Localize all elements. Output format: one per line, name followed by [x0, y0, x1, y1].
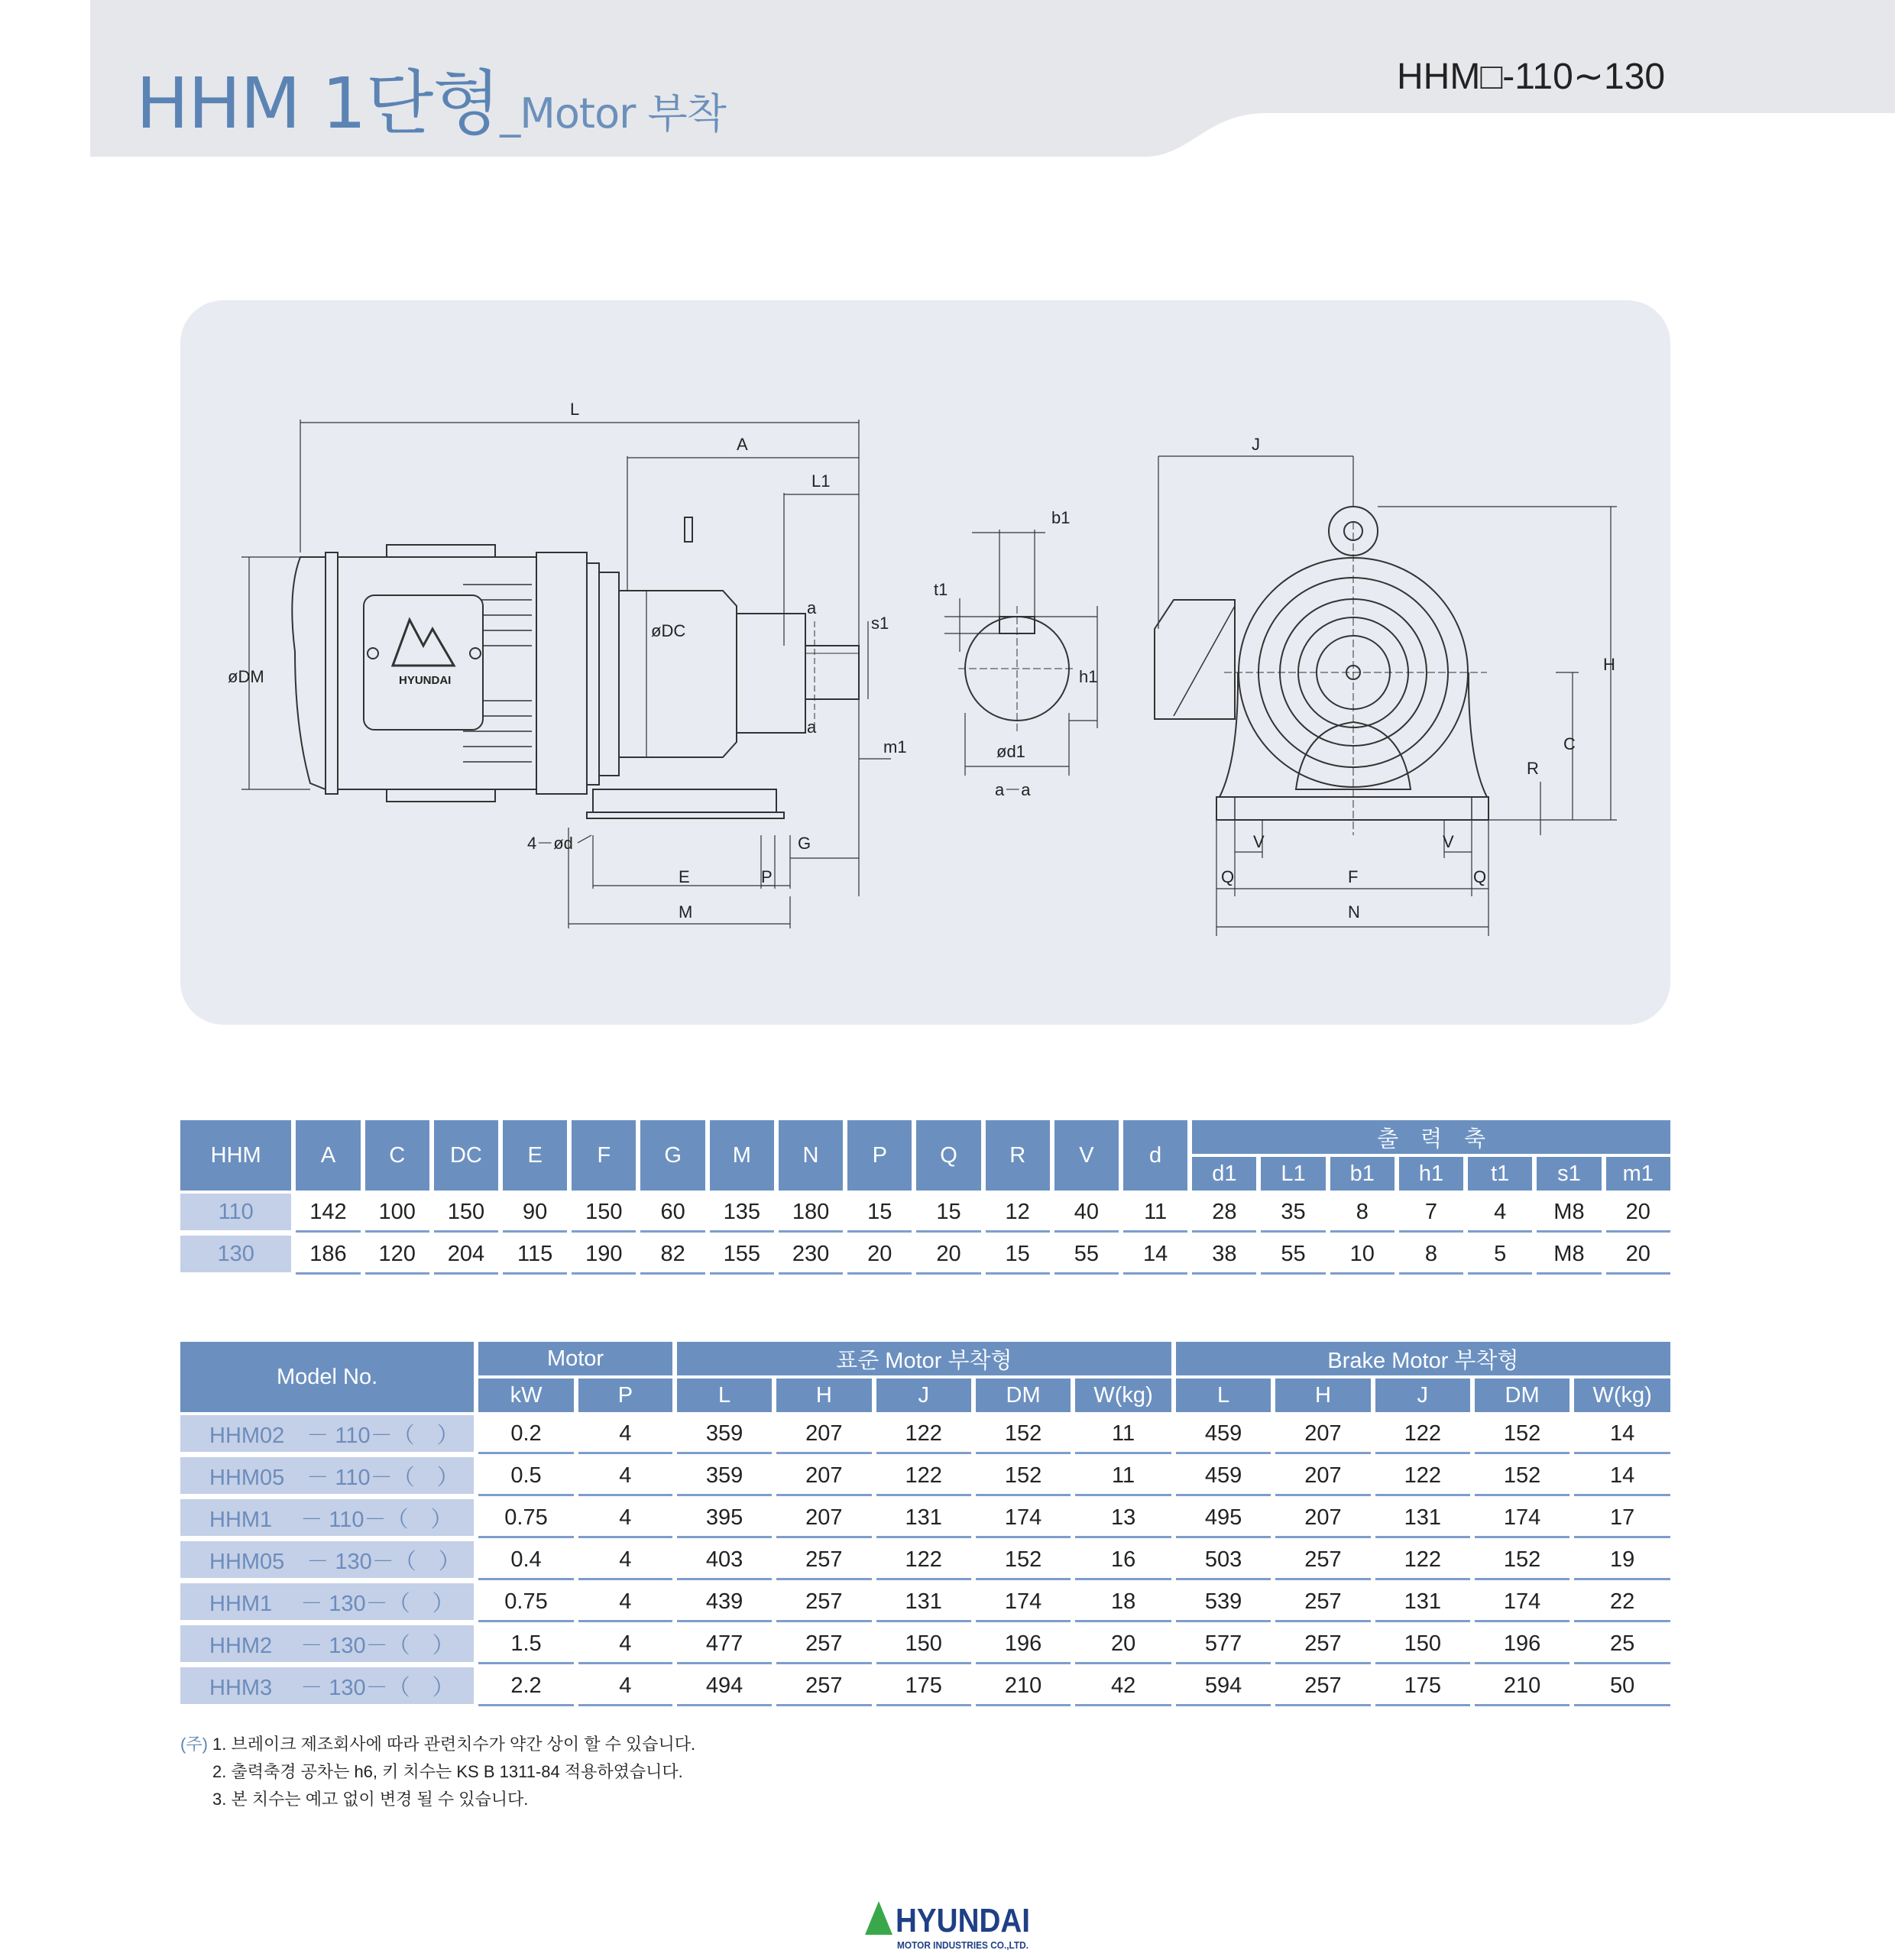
motor-spec-cell: 150 — [876, 1625, 971, 1664]
dimension-cell: 135 — [710, 1194, 774, 1233]
dim-label-F: F — [1348, 867, 1359, 886]
col-header: DM — [1475, 1378, 1569, 1412]
motor-spec-cell: 207 — [776, 1457, 871, 1496]
motor-spec-cell: 210 — [1475, 1667, 1569, 1706]
motor-spec-cell: 174 — [976, 1499, 1071, 1538]
motor-spec-cell: 152 — [976, 1457, 1071, 1496]
motor-spec-cell: 122 — [876, 1541, 971, 1580]
motor-spec-cell: 122 — [1375, 1541, 1470, 1580]
motor-spec-cell: 11 — [1075, 1457, 1171, 1496]
dimension-cell: 15 — [916, 1194, 980, 1233]
motor-spec-cell: 174 — [976, 1583, 1071, 1622]
motor-spec-cell: 122 — [1375, 1457, 1470, 1496]
dimension-row-key: 110 — [180, 1194, 291, 1233]
motor-spec-cell: 174 — [1475, 1583, 1569, 1622]
dimension-cell: 120 — [365, 1236, 429, 1275]
motor-spec-cell: 122 — [876, 1457, 971, 1496]
motor-spec-cell: 17 — [1574, 1499, 1670, 1538]
dimension-cell: 11 — [1123, 1194, 1187, 1233]
dimension-cell: 60 — [640, 1194, 705, 1233]
dimension-cell: 82 — [640, 1236, 705, 1275]
motor-spec-cell: 22 — [1574, 1583, 1670, 1622]
dimension-cell: 204 — [434, 1236, 498, 1275]
dimension-cell: 90 — [503, 1194, 567, 1233]
motor-spec-cell: 122 — [876, 1415, 971, 1454]
motor-spec-cell: 42 — [1075, 1667, 1171, 1706]
motor-spec-cell: 25 — [1574, 1625, 1670, 1664]
dimension-cell: M8 — [1537, 1236, 1601, 1275]
motor-spec-cell: 152 — [976, 1415, 1071, 1454]
dimension-cell: 40 — [1054, 1194, 1119, 1233]
dim-label-a-bottom: a — [807, 718, 817, 737]
dimension-cell: 35 — [1261, 1194, 1325, 1233]
motor-spec-cell: 257 — [776, 1667, 871, 1706]
motor-spec-cell: 131 — [876, 1499, 971, 1538]
dimension-cell: 8 — [1399, 1236, 1463, 1275]
col-header: J — [876, 1378, 971, 1412]
dimension-cell: 12 — [986, 1194, 1050, 1233]
model-number-cell: HHM05 － 110－（ ） — [180, 1457, 474, 1496]
dimension-cell: 8 — [1330, 1194, 1395, 1233]
dimension-cell: 5 — [1468, 1236, 1532, 1275]
motor-spec-cell: 4 — [578, 1541, 672, 1580]
model-number-cell: HHM1 － 110－（ ） — [180, 1499, 474, 1538]
col-header: d — [1123, 1120, 1187, 1191]
motor-spec-cell: 131 — [876, 1583, 971, 1622]
col-header: V — [1054, 1120, 1119, 1191]
motor-spec-cell: 207 — [776, 1499, 871, 1538]
dim-label-R: R — [1527, 759, 1539, 778]
dimension-cell: 100 — [365, 1194, 429, 1233]
motor-spec-cell: 257 — [776, 1625, 871, 1664]
dim-label-V-left: V — [1253, 832, 1265, 851]
dimension-cell: 4 — [1468, 1194, 1532, 1233]
motor-spec-cell: 4 — [578, 1457, 672, 1496]
col-header: DC — [434, 1120, 498, 1191]
dimension-row — [180, 1194, 1670, 1233]
dim-label-d1: ød1 — [996, 742, 1025, 761]
col-header: W(kg) — [1075, 1378, 1171, 1412]
dim-label-section-aa: a－a — [995, 780, 1031, 799]
note-line — [180, 1731, 695, 1758]
col-header: s1 — [1537, 1157, 1601, 1191]
motor-spec-cell: 196 — [976, 1625, 1071, 1664]
motor-spec-cell: 14 — [1574, 1457, 1670, 1496]
dimension-cell: 186 — [296, 1236, 360, 1275]
motor-group-header-row — [180, 1342, 1670, 1375]
dim-label-dc: øDC — [651, 621, 686, 640]
motor-spec-cell: 359 — [677, 1415, 772, 1454]
motor-spec-cell: 0.5 — [478, 1457, 574, 1496]
motor-spec-cell: 439 — [677, 1583, 772, 1622]
col-header: M — [710, 1120, 774, 1191]
dim-label-s1: s1 — [871, 614, 889, 633]
motor-spec-cell: 4 — [578, 1625, 672, 1664]
dim-label-t1: t1 — [934, 580, 948, 599]
model-number-cell: HHM1 － 130－（ ） — [180, 1583, 474, 1622]
dimension-cell: 38 — [1192, 1236, 1256, 1275]
col-header: P — [578, 1378, 672, 1412]
motor-model-row — [180, 1457, 1670, 1496]
motor-spec-cell: 495 — [1176, 1499, 1271, 1538]
motor-spec-cell: 11 — [1075, 1415, 1171, 1454]
motor-model-row — [180, 1667, 1670, 1706]
motor-spec-cell: 175 — [876, 1667, 971, 1706]
motor-spec-cell: 207 — [1275, 1499, 1370, 1538]
motor-spec-cell: 2.2 — [478, 1667, 574, 1706]
model-code: HHM□-110∼130 — [1397, 57, 1666, 97]
col-header: A — [296, 1120, 360, 1191]
page-title — [136, 47, 726, 148]
motor-spec-cell: 459 — [1176, 1457, 1271, 1496]
dimension-cell: 20 — [1606, 1236, 1670, 1275]
dimension-table — [176, 1117, 1675, 1278]
motor-spec-cell: 459 — [1176, 1415, 1271, 1454]
col-header: b1 — [1330, 1157, 1395, 1191]
dim-label-a-top: a — [807, 598, 817, 617]
motor-spec-cell: 174 — [1475, 1499, 1569, 1538]
motor-model-row — [180, 1583, 1670, 1622]
dimension-cell: 155 — [710, 1236, 774, 1275]
motor-model-row — [180, 1541, 1670, 1580]
note-line — [180, 1786, 695, 1813]
dimension-row-key: 130 — [180, 1236, 291, 1275]
dimension-cell: 115 — [503, 1236, 567, 1275]
col-header: L — [1176, 1378, 1271, 1412]
dimension-cell: 150 — [434, 1194, 498, 1233]
dimension-cell: 14 — [1123, 1236, 1187, 1275]
motor-spec-cell: 477 — [677, 1625, 772, 1664]
output-shaft-group-header: 출 력 축 — [1192, 1120, 1670, 1154]
dim-label-Q-right: Q — [1473, 867, 1487, 886]
motor-brand-plate: HYUNDAI — [399, 674, 452, 687]
model-number-cell: HHM05 － 130－（ ） — [180, 1541, 474, 1580]
dimension-cell: 20 — [916, 1236, 980, 1275]
col-header: H — [776, 1378, 871, 1412]
note-text: 1. 브레이크 제조회사에 따라 관련치수가 약간 상이 할 수 있습니다. — [212, 1735, 696, 1754]
col-header: m1 — [1606, 1157, 1670, 1191]
dimension-cell: 142 — [296, 1194, 360, 1233]
motor-model-table — [176, 1339, 1675, 1709]
page-title-sub: _Motor 부착 — [500, 89, 726, 138]
dimension-cell: 190 — [572, 1236, 636, 1275]
motor-spec-cell: 0.75 — [478, 1583, 574, 1622]
model-number-cell: HHM02 － 110－（ ） — [180, 1415, 474, 1454]
motor-spec-cell: 152 — [1475, 1415, 1569, 1454]
motor-spec-cell: 150 — [1375, 1625, 1470, 1664]
motor-spec-cell: 403 — [677, 1541, 772, 1580]
col-header: HHM — [180, 1120, 291, 1191]
motor-model-row — [180, 1625, 1670, 1664]
dimension-cell: 230 — [779, 1236, 843, 1275]
motor-spec-cell: 210 — [976, 1667, 1071, 1706]
motor-spec-cell: 131 — [1375, 1583, 1470, 1622]
dim-label-G: G — [798, 834, 811, 853]
dim-label-L1: L1 — [811, 471, 831, 491]
note-mark: (주) — [180, 1735, 208, 1754]
col-header: d1 — [1192, 1157, 1256, 1191]
motor-spec-cell: 539 — [1176, 1583, 1271, 1622]
dim-label-P: P — [761, 867, 773, 886]
dim-label-h1: h1 — [1079, 667, 1098, 686]
motor-spec-cell: 152 — [1475, 1541, 1569, 1580]
dimension-cell: 55 — [1054, 1236, 1119, 1275]
dimension-cell: 20 — [847, 1236, 912, 1275]
motor-spec-cell: 4 — [578, 1667, 672, 1706]
col-header: F — [572, 1120, 636, 1191]
dimension-cell: M8 — [1537, 1194, 1601, 1233]
dim-label-H: H — [1603, 655, 1615, 674]
dim-label-dm: øDM — [228, 667, 264, 686]
dim-label-M: M — [679, 902, 693, 922]
brake-motor-group-header: Brake Motor 부착형 — [1176, 1342, 1670, 1375]
note-text: 2. 출력축경 공차는 h6, 키 치수는 KS B 1311-84 적용하였습니다. — [212, 1762, 683, 1781]
col-header: H — [1275, 1378, 1370, 1412]
dimension-header-row — [180, 1120, 1670, 1154]
col-header: R — [986, 1120, 1050, 1191]
model-number-cell: HHM2 － 130－（ ） — [180, 1625, 474, 1664]
motor-spec-cell: 4 — [578, 1415, 672, 1454]
motor-spec-cell: 175 — [1375, 1667, 1470, 1706]
motor-spec-cell: 0.4 — [478, 1541, 574, 1580]
dim-label-b1: b1 — [1051, 508, 1071, 527]
motor-model-row — [180, 1415, 1670, 1454]
dim-label-N: N — [1348, 902, 1360, 922]
motor-spec-cell: 577 — [1176, 1625, 1271, 1664]
dimension-cell: 55 — [1261, 1236, 1325, 1275]
dimension-cell: 28 — [1192, 1194, 1256, 1233]
dim-label-foot-hole: 4－ød — [527, 834, 573, 853]
dim-label-A: A — [737, 435, 748, 454]
dim-label-L: L — [570, 400, 580, 419]
dim-label-E: E — [679, 867, 690, 886]
motor-spec-cell: 152 — [1475, 1457, 1569, 1496]
motor-spec-cell: 503 — [1176, 1541, 1271, 1580]
motor-spec-cell: 395 — [677, 1499, 772, 1538]
col-header: Q — [916, 1120, 980, 1191]
model-number-cell: HHM3 － 130－（ ） — [180, 1667, 474, 1706]
motor-spec-cell: 207 — [776, 1415, 871, 1454]
motor-spec-cell: 594 — [1176, 1667, 1271, 1706]
motor-spec-cell: 14 — [1574, 1415, 1670, 1454]
motor-spec-cell: 0.75 — [478, 1499, 574, 1538]
technical-drawing — [180, 300, 1670, 1025]
motor-spec-cell: 207 — [1275, 1415, 1370, 1454]
dim-label-m1: m1 — [883, 737, 907, 756]
motor-spec-cell: 257 — [776, 1541, 871, 1580]
motor-spec-cell: 257 — [1275, 1541, 1370, 1580]
page-title-main: HHM 1단형 — [136, 63, 500, 144]
logo-brand-text: HYUNDAI — [896, 1902, 1030, 1939]
motor-spec-cell: 359 — [677, 1457, 772, 1496]
note-line — [180, 1758, 695, 1786]
motor-spec-cell: 4 — [578, 1499, 672, 1538]
motor-spec-cell: 207 — [1275, 1457, 1370, 1496]
dimension-cell: 20 — [1606, 1194, 1670, 1233]
motor-spec-cell: 494 — [677, 1667, 772, 1706]
motor-spec-cell: 131 — [1375, 1499, 1470, 1538]
dimension-cell: 15 — [986, 1236, 1050, 1275]
motor-spec-cell: 257 — [1275, 1667, 1370, 1706]
motor-spec-cell: 19 — [1574, 1541, 1670, 1580]
col-header: P — [847, 1120, 912, 1191]
motor-spec-cell: 0.2 — [478, 1415, 574, 1454]
logo-brand-subtext: MOTOR INDUSTRIES CO.,LTD. — [897, 1939, 1028, 1951]
dim-label-C: C — [1563, 734, 1576, 753]
motor-spec-cell: 257 — [776, 1583, 871, 1622]
col-header: J — [1375, 1378, 1470, 1412]
drawing-panel — [180, 300, 1670, 1025]
dim-label-J: J — [1252, 435, 1260, 454]
col-header: DM — [976, 1378, 1071, 1412]
col-header: t1 — [1468, 1157, 1532, 1191]
motor-model-row — [180, 1499, 1670, 1538]
motor-spec-cell: 18 — [1075, 1583, 1171, 1622]
col-header: C — [365, 1120, 429, 1191]
dimension-cell: 15 — [847, 1194, 912, 1233]
note-text: 3. 본 치수는 예고 없이 변경 될 수 있습니다. — [212, 1790, 529, 1809]
motor-spec-cell: 13 — [1075, 1499, 1171, 1538]
dimension-cell: 180 — [779, 1194, 843, 1233]
motor-spec-cell: 122 — [1375, 1415, 1470, 1454]
motor-group-header: Motor — [478, 1342, 672, 1375]
notes-section — [180, 1731, 695, 1813]
dimension-row — [180, 1236, 1670, 1275]
motor-spec-cell: 50 — [1574, 1667, 1670, 1706]
motor-spec-cell: 152 — [976, 1541, 1071, 1580]
standard-motor-group-header: 표준 Motor 부착형 — [677, 1342, 1171, 1375]
dimension-cell: 10 — [1330, 1236, 1395, 1275]
col-header: L1 — [1261, 1157, 1325, 1191]
motor-spec-cell: 257 — [1275, 1625, 1370, 1664]
hyundai-logo — [862, 1897, 1033, 1955]
motor-spec-cell: 4 — [578, 1583, 672, 1622]
col-header: h1 — [1399, 1157, 1463, 1191]
col-header: G — [640, 1120, 705, 1191]
motor-spec-cell: 196 — [1475, 1625, 1569, 1664]
dimension-cell: 150 — [572, 1194, 636, 1233]
col-header: W(kg) — [1574, 1378, 1670, 1412]
dimension-cell: 7 — [1399, 1194, 1463, 1233]
logo-triangle-icon — [865, 1901, 892, 1935]
motor-spec-cell: 16 — [1075, 1541, 1171, 1580]
dim-label-Q-left: Q — [1221, 867, 1235, 886]
motor-spec-cell: 1.5 — [478, 1625, 574, 1664]
model-no-header: Model No. — [180, 1342, 474, 1412]
dim-label-V-right: V — [1443, 832, 1454, 851]
col-header: N — [779, 1120, 843, 1191]
motor-spec-cell: 20 — [1075, 1625, 1171, 1664]
col-header: L — [677, 1378, 772, 1412]
motor-spec-cell: 257 — [1275, 1583, 1370, 1622]
col-header: kW — [478, 1378, 574, 1412]
col-header: E — [503, 1120, 567, 1191]
